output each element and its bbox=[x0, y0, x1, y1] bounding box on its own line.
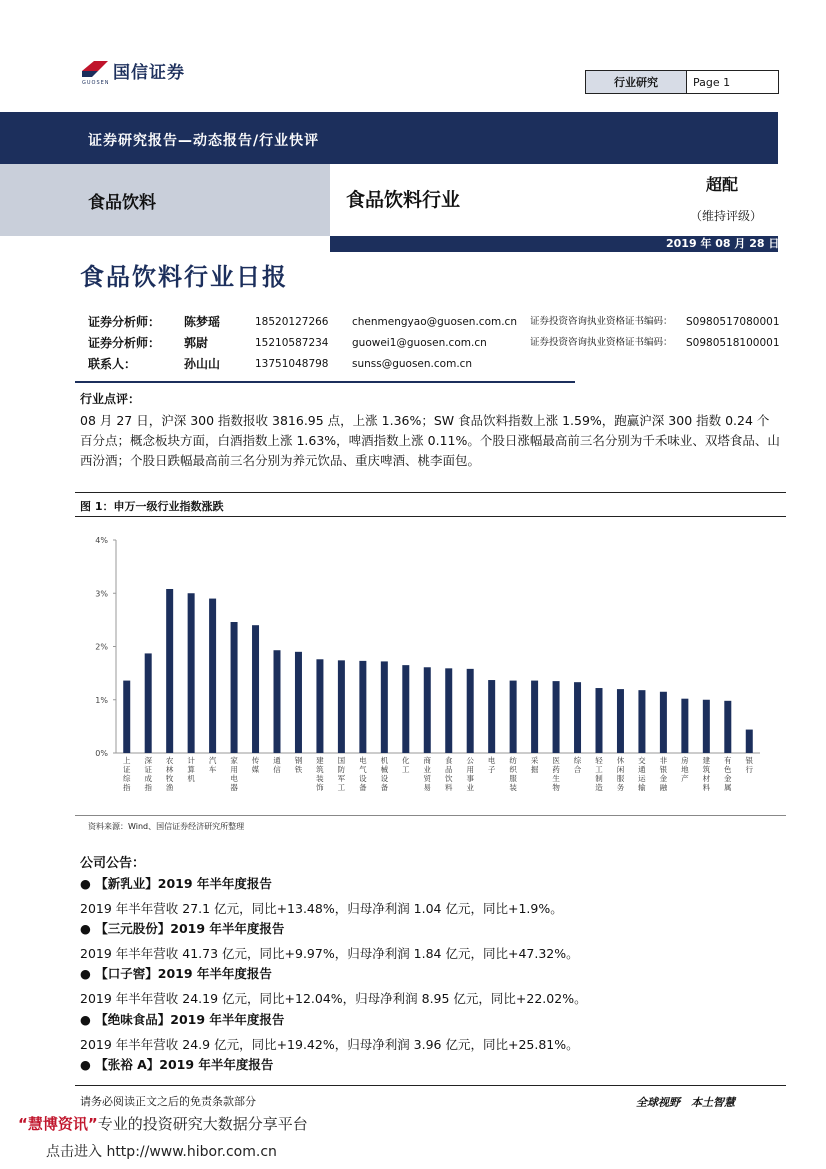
analyst-cert-number: S0980517080001 bbox=[686, 316, 780, 328]
analyst-email[interactable]: chenmengyao@guosen.com.cn bbox=[352, 316, 517, 328]
industry-index-chart bbox=[80, 530, 770, 810]
analyst-name: 郭尉 bbox=[184, 336, 209, 350]
x-tick-label: 家用电器 bbox=[230, 756, 238, 792]
announcement-title bbox=[80, 1010, 284, 1028]
y-tick-label: 3% bbox=[95, 589, 108, 599]
bar bbox=[209, 599, 216, 753]
bar bbox=[488, 680, 495, 753]
analyst-cert-label: 证券投资咨询执业资格证书编码： bbox=[530, 337, 673, 348]
bar bbox=[746, 730, 753, 753]
bar bbox=[445, 668, 452, 753]
x-tick-label: 化工 bbox=[402, 756, 410, 774]
page-title: 食品饮料行业日报 bbox=[80, 263, 288, 291]
x-tick-label: 医药生物 bbox=[552, 756, 560, 792]
x-tick-label: 休闲服务 bbox=[616, 756, 625, 792]
logo-english: GUOSEN bbox=[82, 80, 110, 86]
rating: 超配 bbox=[706, 175, 739, 194]
bar bbox=[467, 669, 474, 753]
x-tick-label: 农林牧渔 bbox=[165, 756, 174, 792]
figure-top-rule bbox=[75, 492, 786, 493]
x-tick-label: 食品饮料 bbox=[444, 756, 453, 792]
x-tick-label: 商业贸易 bbox=[423, 756, 432, 792]
announcement-body: 2019 年半年营收 24.9 亿元，同比+19.42%，归母净利润 3.96 亿元，同比+25.81%。 bbox=[80, 1037, 579, 1052]
x-tick-label: 国防军工 bbox=[337, 756, 346, 792]
guosen-logo-icon bbox=[80, 57, 110, 79]
watermark-line bbox=[18, 1113, 308, 1134]
x-tick-label: 交通运输 bbox=[638, 756, 646, 792]
x-tick-label: 电气设备 bbox=[359, 756, 367, 792]
bar bbox=[703, 700, 710, 753]
announcement-title-text: 【绝味食品】2019 年半年度报告 bbox=[95, 1012, 285, 1027]
x-tick-label: 采掘 bbox=[530, 756, 539, 774]
x-tick-label: 建筑装饰 bbox=[316, 756, 324, 792]
industry-name: 食品饮料行业 bbox=[346, 189, 461, 211]
bullet-icon: ● bbox=[80, 921, 96, 936]
analyst-role: 证券分析师： bbox=[88, 336, 161, 350]
report-type-tag: 行业研究 bbox=[586, 71, 687, 93]
announcement-title bbox=[80, 1055, 273, 1073]
x-tick-label: 房地产 bbox=[681, 756, 689, 783]
bar bbox=[338, 660, 345, 753]
watermark-text: 专业的投资研究大数据分享平台 bbox=[97, 1115, 308, 1133]
bar bbox=[574, 682, 581, 753]
announcement-title-text: 【张裕 A】2019 年半年度报告 bbox=[95, 1057, 274, 1072]
commentary-text: 08 月 27 日，沪深 300 指数报收 3816.95 点，上涨 1.36%；SW 食品饮料指数上涨 1.59%，跑赢沪深 300 指数 0.24 个百分点；概念板块方面，白酒指数上涨 1.63%，啤酒指数上涨 0.11%。个股日涨幅最高前三名分别为千禾味业、双塔食品、山西汾酒；个股日跌幅最高前三名分别为养元饮品、重庆啤酒、桃李面包。 bbox=[80, 413, 780, 468]
bar bbox=[553, 681, 560, 753]
commentary-heading: 行业点评： bbox=[80, 392, 141, 406]
bar bbox=[188, 593, 195, 753]
bar bbox=[359, 661, 366, 753]
bullet-icon: ● bbox=[80, 1012, 96, 1027]
bar bbox=[681, 699, 688, 753]
figure-title: 图 1：申万一级行业指数涨跌 bbox=[80, 500, 224, 513]
bar bbox=[123, 681, 130, 753]
announcement-body: 2019 年半年营收 27.1 亿元，同比+13.48%，归母净利润 1.04 亿元，同比+1.9%。 bbox=[80, 901, 563, 916]
bar bbox=[424, 667, 431, 753]
y-tick-label: 2% bbox=[95, 642, 108, 652]
bar bbox=[596, 688, 603, 753]
x-tick-label: 机械设备 bbox=[380, 756, 389, 792]
announcement-title-text: 【三元股份】2019 年半年度报告 bbox=[95, 921, 285, 936]
page-number: Page 1 bbox=[693, 75, 731, 89]
figure-source: 资料来源：Wind、国信证券经济研究所整理 bbox=[88, 822, 245, 831]
divider bbox=[75, 381, 575, 383]
contact-name: 孙山山 bbox=[184, 357, 221, 371]
x-tick-label: 公用事业 bbox=[466, 756, 474, 792]
x-tick-label: 传媒 bbox=[251, 756, 260, 774]
bar bbox=[252, 625, 259, 753]
bar bbox=[166, 589, 173, 753]
announcement-title bbox=[80, 874, 272, 892]
bar bbox=[316, 659, 323, 753]
x-tick-label: 钢铁 bbox=[294, 756, 303, 774]
report-category: 证券研究报告—动态报告/行业快评 bbox=[88, 133, 320, 149]
sector-panel bbox=[0, 164, 330, 236]
bar bbox=[231, 622, 238, 753]
page-tag-box bbox=[585, 70, 779, 94]
x-tick-label: 计算机 bbox=[187, 756, 195, 783]
x-tick-label: 汽车 bbox=[208, 756, 217, 774]
figure-bottom-rule bbox=[75, 815, 786, 816]
x-tick-label: 上证综指 bbox=[122, 756, 131, 792]
x-tick-label: 非银金融 bbox=[659, 756, 668, 792]
bar bbox=[724, 701, 731, 753]
watermark-link[interactable]: 点击进入 http://www.hibor.com.cn bbox=[46, 1144, 277, 1160]
x-tick-label: 有色金属 bbox=[724, 756, 732, 792]
analyst-email[interactable]: guowei1@guosen.com.cn bbox=[352, 337, 487, 349]
x-tick-label: 建筑材料 bbox=[702, 756, 711, 792]
contact-role: 联系人： bbox=[88, 357, 137, 371]
x-tick-label: 银行 bbox=[745, 756, 754, 774]
announcement-body: 2019 年半年营收 41.73 亿元，同比+9.97%，归母净利润 1.84 亿元，同比+47.32%。 bbox=[80, 946, 579, 961]
contact-phone: 13751048798 bbox=[255, 358, 329, 370]
y-tick-label: 1% bbox=[95, 695, 108, 705]
sector-label: 食品饮料 bbox=[88, 193, 156, 213]
watermark-brand: “慧博资讯” bbox=[18, 1115, 98, 1133]
announcement-title-text: 【口子窖】2019 年半年度报告 bbox=[95, 966, 272, 981]
logo-name: 国信证券 bbox=[113, 63, 185, 83]
report-date: 2019 年 08 月 28 日 bbox=[666, 237, 780, 250]
x-tick-label: 轻工制造 bbox=[595, 756, 603, 792]
bar bbox=[617, 689, 624, 753]
slogan: 全球视野 本土智慧 bbox=[636, 1096, 735, 1109]
bullet-icon: ● bbox=[80, 1057, 96, 1072]
bar bbox=[381, 661, 388, 753]
bar bbox=[402, 665, 409, 753]
announcement-title bbox=[80, 964, 272, 982]
x-tick-label: 深证成指 bbox=[144, 756, 152, 792]
announcement-body: 2019 年半年营收 24.19 亿元，同比+12.04%，归母净利润 8.95 亿元，同比+22.02%。 bbox=[80, 991, 587, 1006]
x-tick-label: 纺织服装 bbox=[509, 756, 517, 792]
bullet-icon: ● bbox=[80, 966, 96, 981]
bar bbox=[531, 681, 538, 753]
contact-email[interactable]: sunss@guosen.com.cn bbox=[352, 358, 473, 370]
bar bbox=[660, 692, 667, 753]
bullet-icon: ● bbox=[80, 876, 96, 891]
analyst-phone: 15210587234 bbox=[255, 337, 329, 349]
announcement-title bbox=[80, 919, 284, 937]
rating-note: （维持评级） bbox=[690, 209, 763, 223]
x-tick-label: 电子 bbox=[487, 756, 496, 774]
bar bbox=[274, 650, 281, 753]
disclaimer: 请务必阅读正文之后的免责条款部分 bbox=[80, 1095, 256, 1108]
announcement-title-text: 【新乳业】2019 年半年度报告 bbox=[95, 876, 272, 891]
x-tick-label: 综合 bbox=[573, 756, 582, 774]
bar bbox=[638, 690, 645, 753]
analyst-cert-number: S0980518100001 bbox=[686, 337, 780, 349]
analyst-cert-label: 证券投资咨询执业资格证书编码： bbox=[530, 316, 673, 327]
y-tick-label: 4% bbox=[95, 536, 108, 545]
footer-rule bbox=[75, 1085, 786, 1086]
analyst-role: 证券分析师： bbox=[88, 315, 161, 329]
analyst-phone: 18520127266 bbox=[255, 316, 329, 328]
y-tick-label: 0% bbox=[95, 749, 108, 758]
announcements-heading: 公司公告： bbox=[80, 856, 146, 871]
x-tick-label: 通信 bbox=[273, 756, 281, 774]
figure-title-rule bbox=[75, 516, 786, 517]
bar bbox=[510, 681, 517, 753]
bar bbox=[145, 653, 152, 753]
bar bbox=[295, 652, 302, 753]
analyst-name: 陈梦瑶 bbox=[184, 315, 221, 329]
